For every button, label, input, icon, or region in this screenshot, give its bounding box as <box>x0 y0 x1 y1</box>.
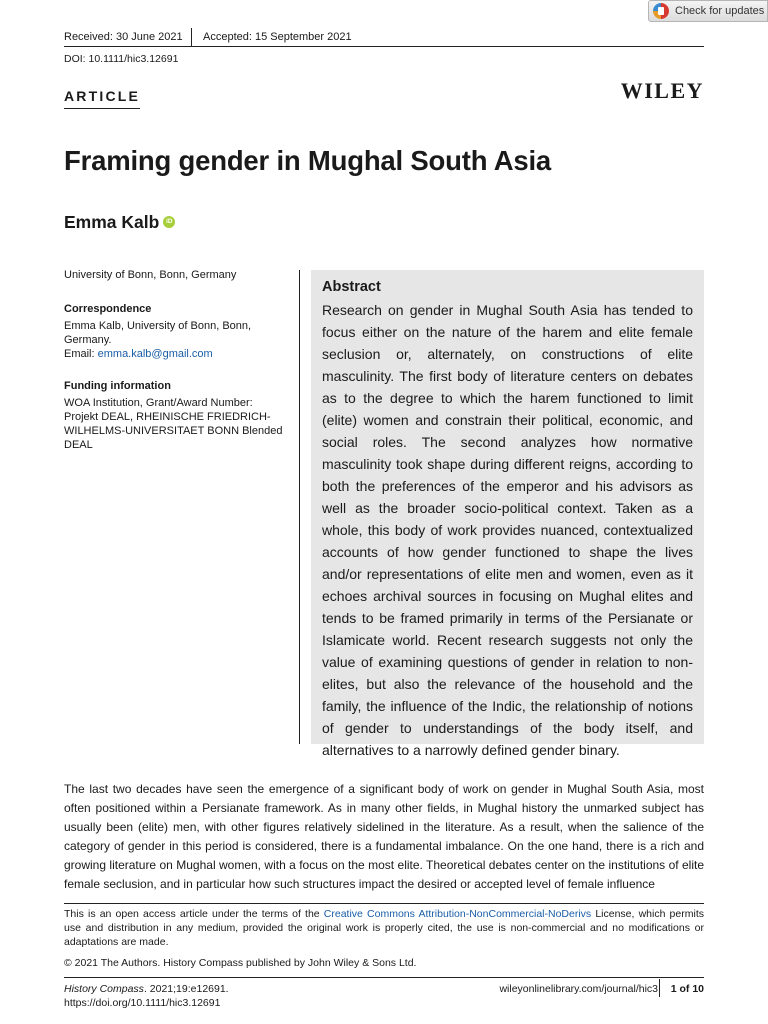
journal-url[interactable]: wileyonlinelibrary.com/journal/hic3 <box>499 983 658 995</box>
license-link[interactable]: Creative Commons Attribution-NonCommercial-NoDerivs <box>323 908 592 920</box>
abstract-heading: Abstract <box>322 279 381 295</box>
orcid-icon[interactable]: iD <box>163 216 175 228</box>
body-paragraph: The last two decades have seen the emergence of a significant body of work on gender in Mughal South Asia, most often positioned within a Persianate framework. As in many other fields, in Mughal history the unmarked subject has usually been (elite) men, with other figures relatively sidelined in the literature. As a result, when the salience of the category of gender in this period is considered, there is a fundamental imbalance. On the one hand, there is a rich and growing literature on Mughal women, with a focus on the most elite. Theoretical debates center on the institutions of elite female seclusion, and in particular how such structures impact the desired or accepted level of female influence <box>64 782 704 891</box>
crossmark-icon <box>653 3 669 19</box>
check-for-updates-label: Check for updates <box>675 5 765 17</box>
article-info-sidebar <box>64 268 289 452</box>
footer-citation <box>64 982 229 1010</box>
page-number: 1 of 10 <box>670 983 704 995</box>
funding-heading: Funding information <box>64 380 171 392</box>
check-for-updates-button[interactable] <box>648 0 768 22</box>
sidebar-divider <box>299 270 300 744</box>
funding-text: WOA Institution, Grant/Award Number: Projekt DEAL, RHEINISCHE FRIEDRICH-WILHELMS-UNIVERSITAET BONN Blended DEAL <box>64 397 283 451</box>
header-date-divider <box>191 28 192 46</box>
doi[interactable]: DOI: 10.1111/hic3.12691 <box>64 53 179 65</box>
correspondence-heading: Correspondence <box>64 303 152 315</box>
correspondence-text: Emma Kalb, University of Bonn, Bonn, Germany. <box>64 320 252 346</box>
abstract-text: Research on gender in Mughal South Asia has tended to focus either on the nature of the harem and elite female seclusion or, alternately, on constructions of elite masculinity. The first body of literature centers on debates as to the degree to which the harem functioned to limit (elite) women and constrain their political, economic, and social roles. The second analyzes how normative masculinity took shape during different reigns, according to both the preferences of the emperor and his advisors as well as the broader socio-political context. Taken as a whole, this body of work provides nuanced, contextualized accounts of how gender functioned to shape the lives and/or representations of elite men and women, even as it echoes archival sources in focusing on Mughal elites and tends to be framed primarily in terms of the Persianate or Islamicate world. Recent research suggests not only the value of examining questions of gender in relation to non-elites, but also the relevance of the household and the family, the influence of the Indic, the relationship of notions of gender to understandings of the body itself, and alternatives to a narrowly defined gender binary. <box>322 302 693 758</box>
open-access-note <box>64 907 704 949</box>
footer-divider <box>659 979 660 997</box>
email-line <box>64 347 289 361</box>
footer-doi[interactable]: https://doi.org/10.1111/hic3.12691 <box>64 997 221 1009</box>
journal-name: History Compass <box>64 983 144 995</box>
oa-suffix: License, which permits use and distribution in any medium, provided the original work is properly cited, the use is non-commercial and no modifications or adaptations are made. <box>64 908 704 948</box>
accepted-date: Accepted: 15 September 2021 <box>203 31 352 43</box>
citation-text: . 2021;19:e12691. <box>143 983 229 995</box>
email-link[interactable]: emma.kalb@gmail.com <box>97 348 213 360</box>
copyright-line: © 2021 The Authors. History Compass published by John Wiley & Sons Ltd. <box>64 957 417 969</box>
affiliation: University of Bonn, Bonn, Germany <box>64 269 237 281</box>
oa-prefix: This is an open access article under the terms of the <box>64 908 324 920</box>
footnote-rule <box>64 903 704 904</box>
footer-rule <box>64 977 704 978</box>
email-label: Email: <box>64 348 98 360</box>
received-date: Received: 30 June 2021 <box>64 31 183 43</box>
publisher-logo: WILEY <box>620 78 704 103</box>
author-line <box>64 210 175 234</box>
section-label: ARTICLE <box>64 88 140 109</box>
header-rule <box>64 46 704 47</box>
author-name[interactable]: Emma Kalb <box>64 212 160 232</box>
article-title: Framing gender in Mughal South Asia <box>64 145 552 176</box>
